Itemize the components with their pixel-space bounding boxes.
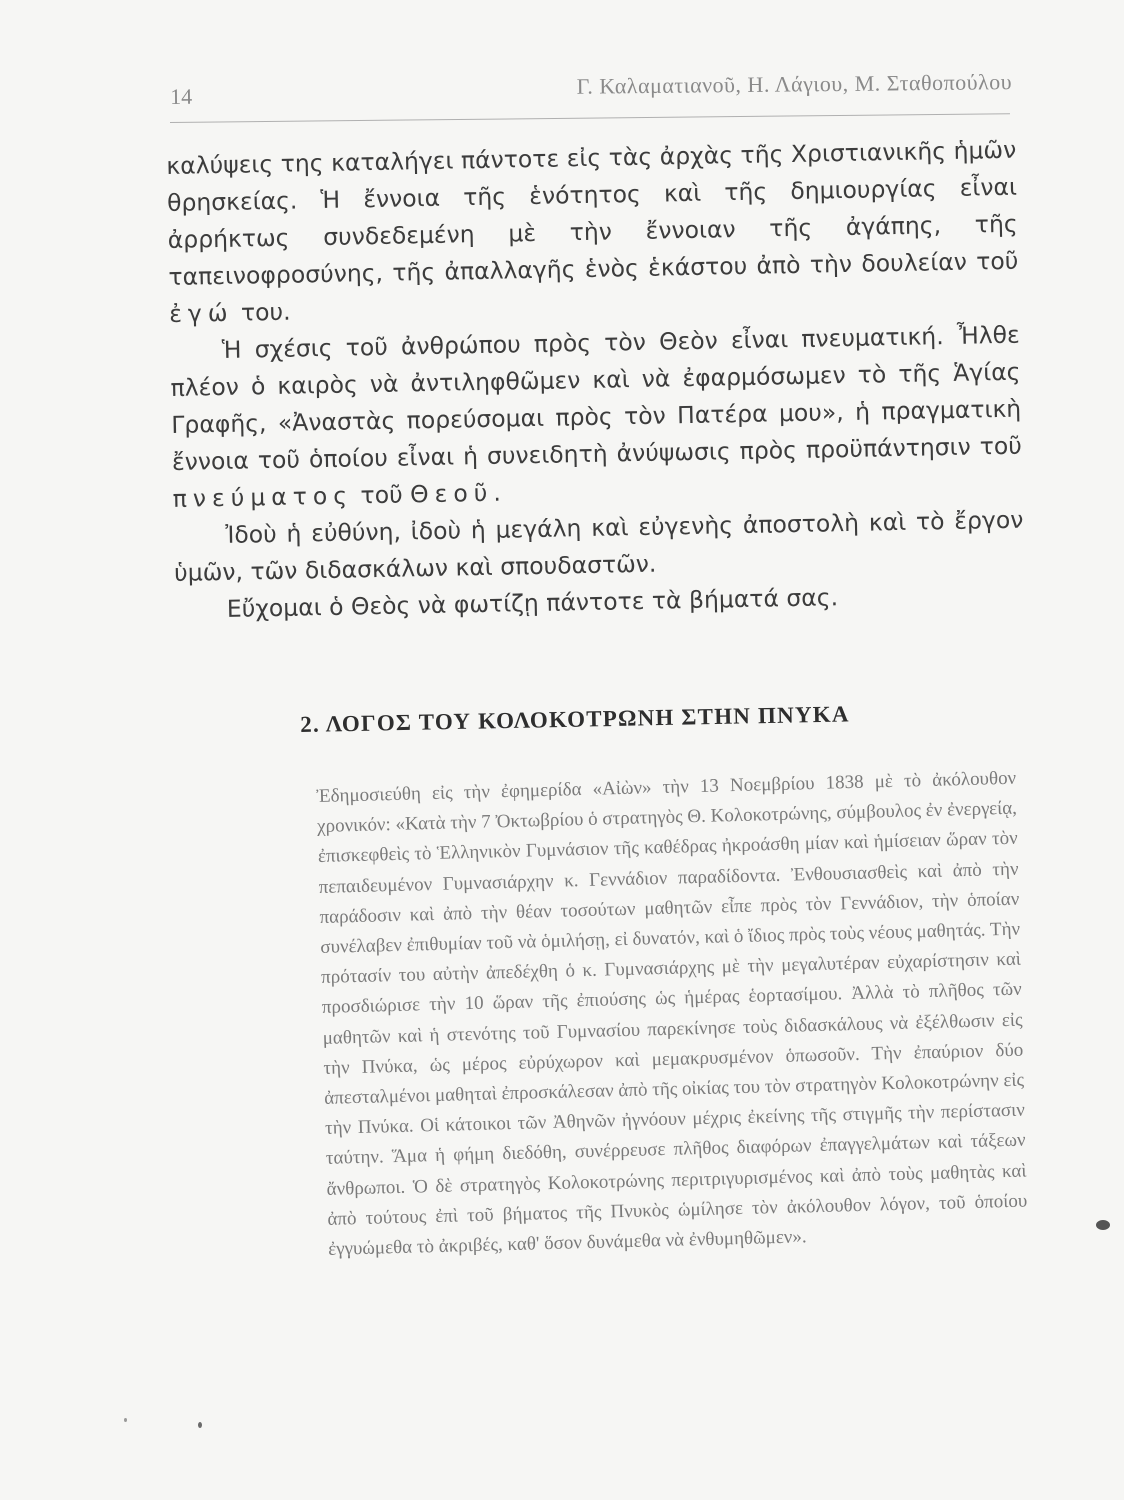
ink-speck (124, 1418, 127, 1422)
intro-text (166, 132, 1025, 629)
running-header-authors: Γ. Καλαματιανοῦ, Η. Λάγιου, Μ. Σταθοπούλου (576, 69, 1013, 99)
running-header (170, 69, 1012, 118)
page-number: 14 (170, 83, 193, 109)
pneumatos-spaced-word: πνεύματος (172, 481, 354, 513)
intro-paragraph-2-text: Ἡ σχέσις τοῦ ἀνθρώπου πρὸς τὸν Θεὸν εἶναι πνευματική. Ἦλθε πλέον ὁ καιρὸς νὰ ἀντιληφθῶμεν καὶ νὰ ἐφαρμόσωμεν τὸ τῆς Ἁγίας Γραφῆς, «Ἀναστὰς πορεύσομαι πρὸς τὸν Πατέρα μου», ἡ πραγματικὴ ἔννοια τοῦ ὁποίου εἶναι ἡ συνειδητὴ ἀνύψωσις πρὸς προϋπάντησιν τοῦ (170, 320, 1023, 476)
ink-speck (198, 1422, 202, 1428)
intro-paragraph-1 (166, 132, 1019, 333)
intro-paragraph-4: Εὔχομαι ὁ Θεὸς νὰ φωτίζῃ πάντοτε τὰ βήματά σας. (226, 583, 839, 623)
tou-word: τοῦ (360, 480, 403, 510)
intro-paragraph-1-text: καλύψεις της καταλήγει πάντοτε εἰς τὰς ἀρχὰς τῆς Χριστιανικῆς ἡμῶν θρησκείας. Ἡ ἔννοια τῆς ἑνότητος καὶ τῆς δημιουργίας εἶναι ἀρρήκτως συνδεδεμένη μὲ τὴν ἔννοιαν τῆς ἀγάπης, τῆς ταπεινοφροσύνης, τῆς ἀπαλλαγῆς ἑνὸς ἑκάστου ἀπὸ τὴν δουλείαν τοῦ (166, 135, 1019, 291)
section-body (316, 764, 1028, 1265)
section-body-paragraph: Ἐδημοσιεύθη εἰς τὴν ἐφημερίδα «Αἰὼν» τὴν 13 Νοεμβρίου 1838 μὲ τὸ ἀκόλουθον χρονικόν: «Κατὰ τὴν 7 Ὀκτωβρίου ὁ στρατηγὸς Θ. Κολοκοτρώνης, σύμβουλος ἐν ἐνεργείᾳ, ἐπισκεφθεὶς τὸ Ἑλληνικὸν Γυμνάσιον τῆς καθέδρας ἠκροάσθη μίαν καὶ ἡμίσειαν ὥραν τὸν πεπαιδευμένον Γυμνασιάρχην κ. Γεννάδιον παραδίδοντα. Ἐνθουσιασθεὶς καὶ ἀπὸ τὴν παράδοσιν καὶ ἀπὸ τὴν θέαν τοσούτων μαθητῶν εἶπε πρὸς τὸν Γεννάδιον, τὴν ὁποίαν συνέλαβεν ἐπιθυμίαν τοῦ νὰ ὁμιλήσῃ, εἰ δυνατόν, καὶ ὁ ἴδιος πρὸς τοὺς νέους μαθητάς. Τὴν πρότασίν του αὐτὴν ἀπεδέχθη ὁ κ. Γυμνασιάρχης μὲ τὴν μεγαλυτέραν εὐχαρίστησιν καὶ προσδιώρισε τὴν 10 ὥραν τῆς ἐπιούσης ὡς ἡμέρας ἑορτασίμου. Ἀλλὰ τὸ πλῆθος τῶν μαθητῶν καὶ ἡ στενότης τοῦ Γυμνασίου παρεκίνησε τοὺς διδασκάλους νὰ ἐξέλθωσιν εἰς τὴν Πνύκα, ὡς μέρος εὐρύχωρον καὶ μεμακρυσμένον ὁπωσοῦν. Τὴν ἐπαύριον δύο ἀπεσταλμένοι μαθηταὶ ἐπροσκάλεσαν ἀπὸ τῆς οἰκίας του τὸν στρατηγὸν Κολοκοτρώνην εἰς τὴν Πνύκα. Οἱ κάτοικοι τῶν Ἀθηνῶν ἠγνόουν μέχρις ἐκείνης τῆς στιγμῆς τὴν περίστασιν ταύτην. Ἅμα ἡ φήμη διεδόθη, συνέρρευσε πλῆθος διαφόρων ἐπαγγελμάτων καὶ τάξεων ἄνθρωποι. Ὁ δὲ στρατηγὸς Κολοκοτρώνης περιτριγυρισμένος καὶ ἀπὸ τοὺς μαθητὰς καὶ ἀπὸ τούτους ἐπὶ τοῦ βήματος τῆς Πνυκὸς ὡμίλησε τὸν ἀκόλουθον λόγον, τοῦ ὁποίου ἐγγυώμεθα τὸ ἀκριβές, καθ' ὅσον δυνάμεθα νὰ ἐνθυμηθῶμεν». (316, 767, 1028, 1260)
theou-spaced-word: Θεοῦ. (409, 478, 508, 509)
intro-paragraph-3: Ἰδοὺ ἡ εὐθύνη, ἰδοὺ ἡ μεγάλη καὶ εὐγενὴς ἀποστολὴ καὶ τὸ ἔργον ὑμῶν, τῶν διδασκάλων καὶ σπουδαστῶν. (173, 505, 1024, 587)
ego-spaced-word: ἐγώ (168, 298, 234, 328)
intro-paragraph-2 (170, 317, 1023, 518)
ink-speck (1096, 1220, 1110, 1230)
section-heading: 2. ΛΟΓΟΣ ΤΟΥ ΚΟΛΟΚΟΤΡΩΝΗ ΣΤΗΝ ΠΝΥΚΑ (300, 701, 850, 737)
intro-paragraph-1-end: του. (240, 297, 291, 327)
